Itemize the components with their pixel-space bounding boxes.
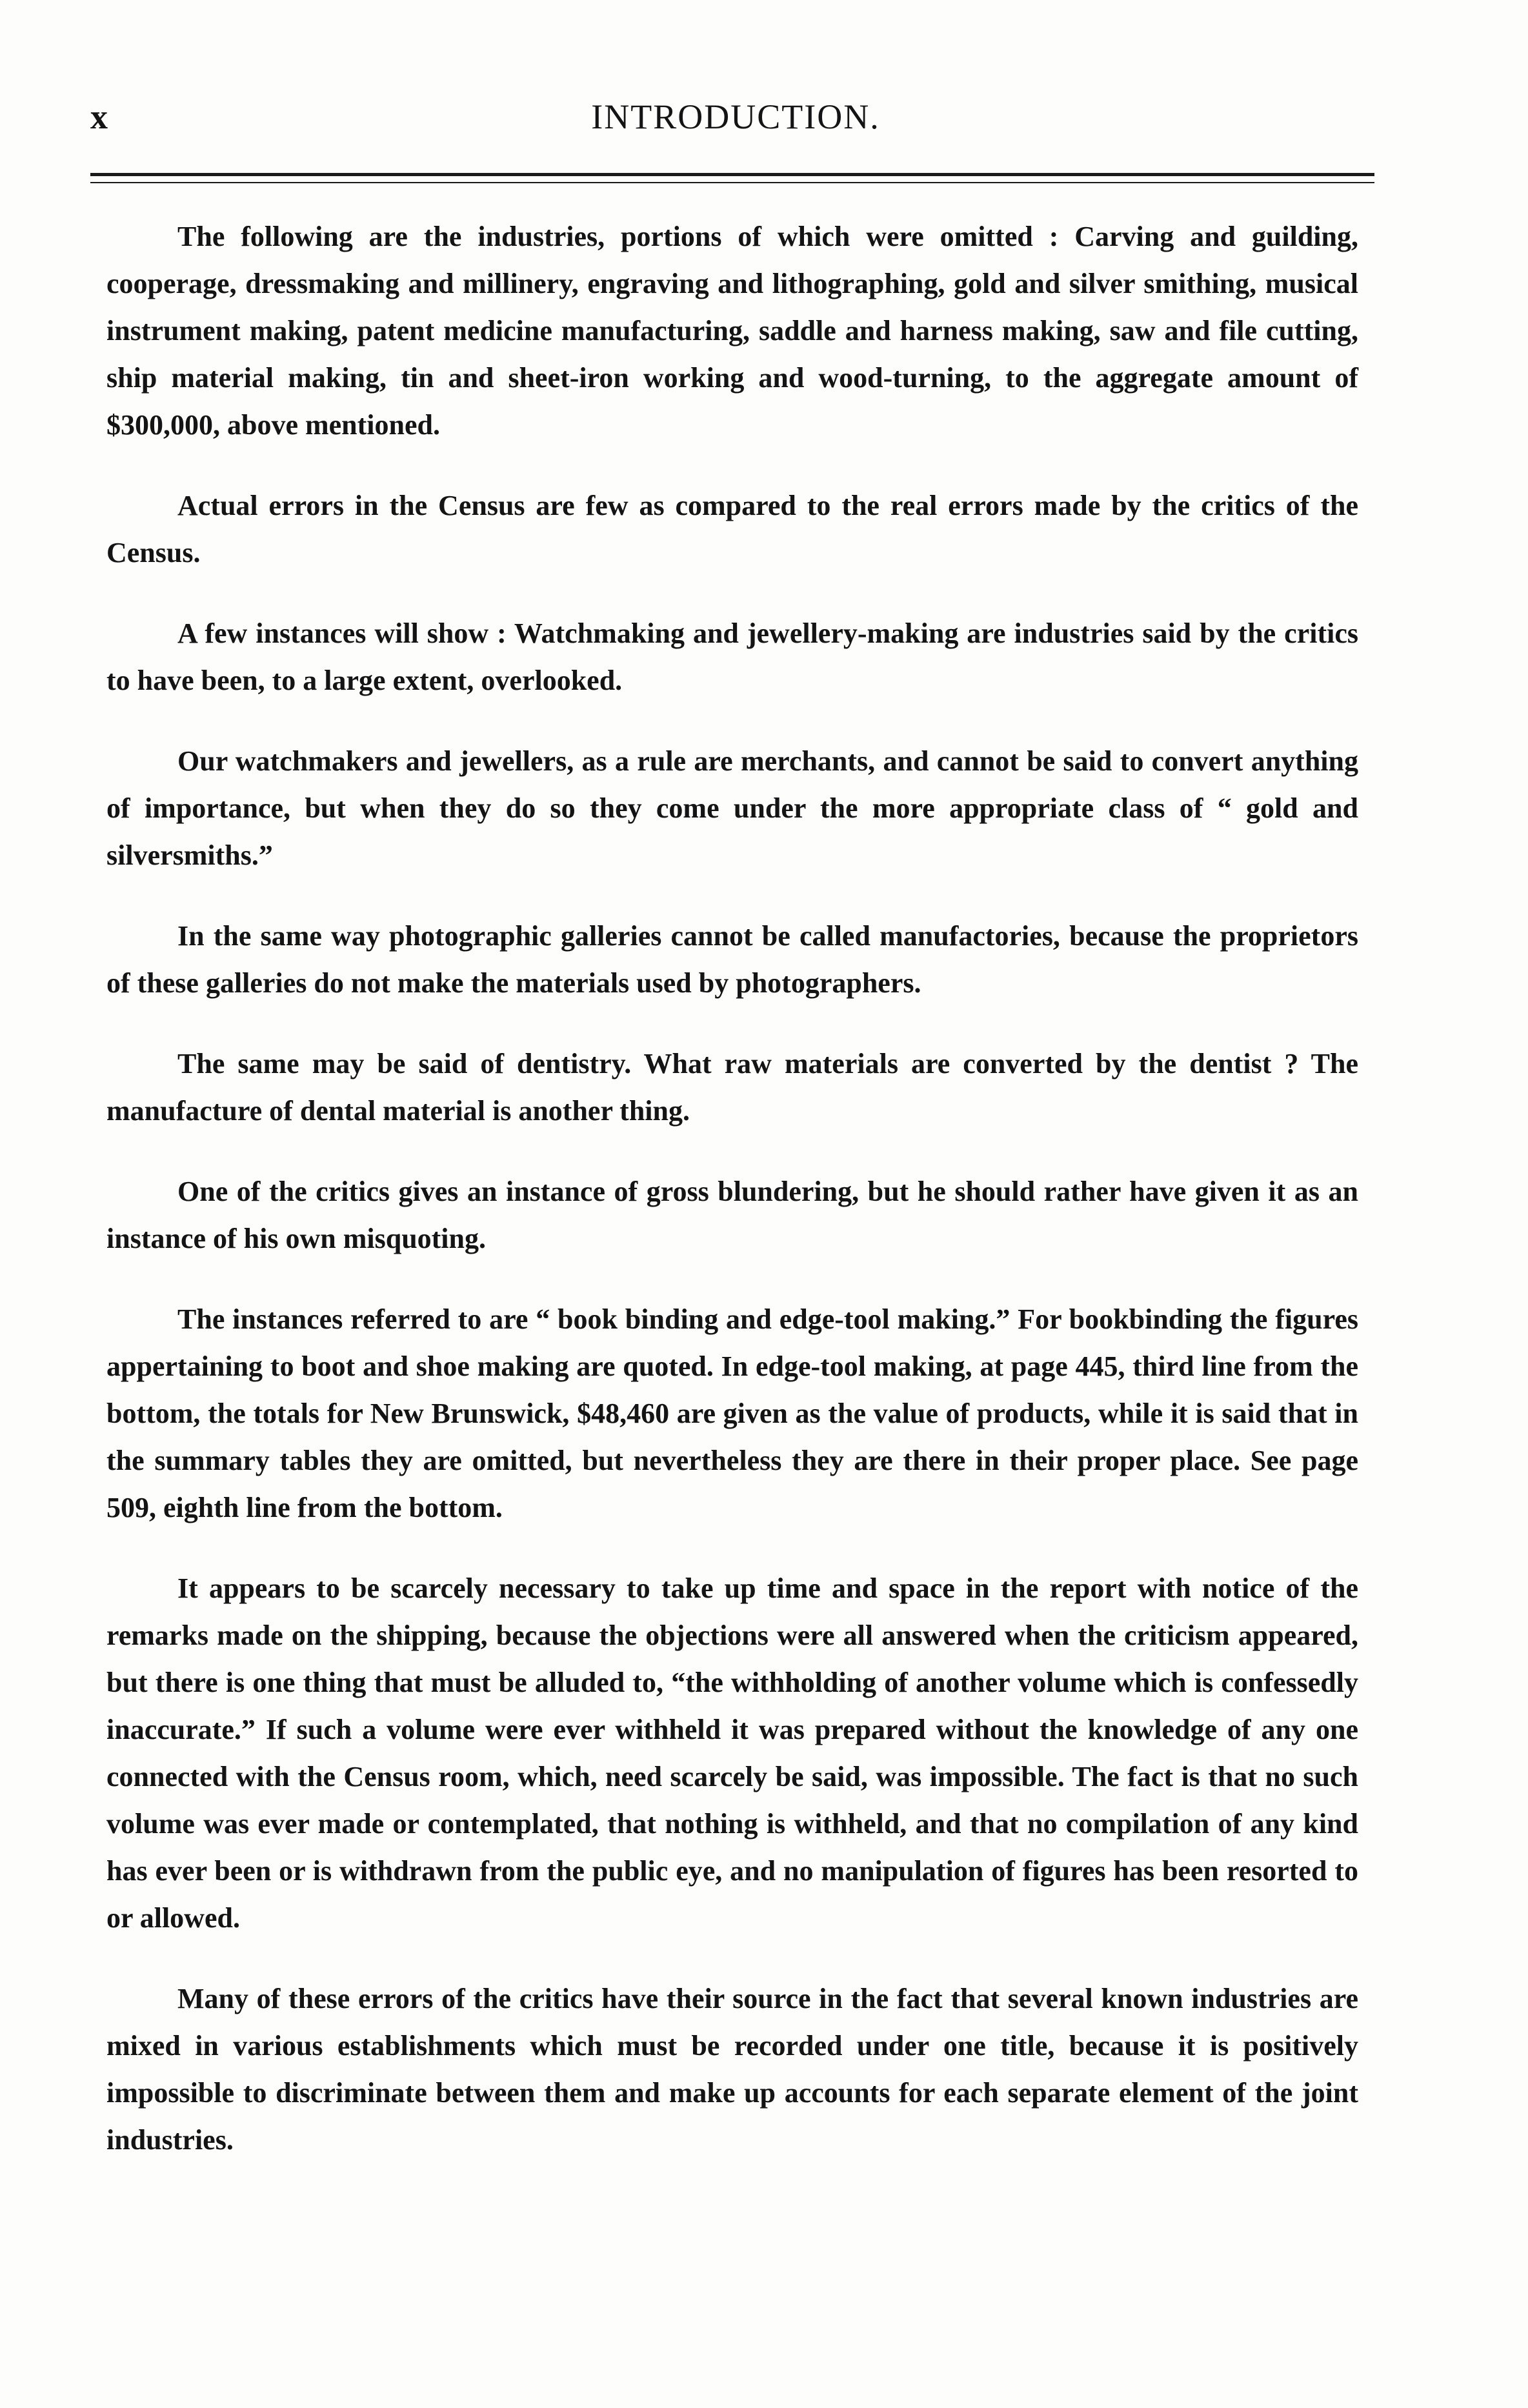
header-rule-thin bbox=[90, 182, 1374, 183]
running-head: INTRODUCTION. bbox=[591, 97, 880, 136]
paragraph-dentistry: The same may be said of dentistry. What raw materials are converted by the dentist ? The manufacture of dental material is another thing. bbox=[106, 1048, 1358, 1127]
paragraph-photographic-galleries: In the same way photographic galleries cannot be called manufactories, because the proprietors of these galleries do not make the materials used by photographers. bbox=[106, 920, 1358, 999]
paragraph-omitted-industries: The following are the industries, portions of which were omitted : Carving and guilding, cooperage, dressmaking and millinery, engraving and lithographing, gold and silver smithing, musical instrument making, patent medicine manufacturing, saddle and harness making, saw and file cutting, ship material making, tin and sheet-iron working and wood-turning, to the aggregate amount of $300,000, above mentioned. bbox=[106, 221, 1358, 441]
header-rule-thick bbox=[90, 173, 1374, 176]
page-number: x bbox=[90, 97, 109, 136]
paragraph-few-instances: A few instances will show : Watchmaking and jewellery-making are industries said by the critics to have been, to a large extent, overlooked. bbox=[106, 617, 1358, 696]
paragraph-shipping: It appears to be scarcely necessary to take up time and space in the report with notice of the remarks made on the shipping, because the objections were all answered when the criticism appeared, but there is one thing that must be alluded to, “the withholding of another volume which is confessedly inaccurate.” If such a volume were ever withheld it was prepared without the knowledge of any one connected with the Census room, which, need scarcely be said, was impossible. The fact is that no such volume was ever made or contemplated, that nothing is withheld, and that no compilation of any kind has ever been or is withdrawn from the public eye, and no manipulation of figures has been resorted to or allowed. bbox=[106, 1572, 1358, 1934]
body-text bbox=[106, 213, 1358, 2197]
paragraph-mixed-industries: Many of these errors of the critics have their source in the fact that several known industries are mixed in various establishments which must be recorded under one title, because it is positively impossible to discriminate between them and make up accounts for each separate element of the joint industries. bbox=[106, 1983, 1358, 2156]
page-header bbox=[90, 97, 1381, 148]
paragraph-watchmakers: Our watchmakers and jewellers, as a rule are merchants, and cannot be said to convert anything of importance, but when they do so they come under the more appropriate class of “ gold and silversmiths.” bbox=[106, 745, 1358, 871]
paragraph-misquoting: One of the critics gives an instance of gross blundering, but he should rather have given it as an instance of his own misquoting. bbox=[106, 1176, 1358, 1254]
paragraph-actual-errors: Actual errors in the Census are few as compared to the real errors made by the critics of the Census. bbox=[106, 490, 1358, 568]
paragraph-bookbinding: The instances referred to are “ book binding and edge-tool making.” For bookbinding the figures appertaining to boot and shoe making are quoted. In edge-tool making, at page 445, third line from the bottom, the totals for New Brunswick, $48,460 are given as the value of products, while it is said that in the summary tables they are omitted, but nevertheless they are there in their proper place. See page 509, eighth line from the bottom. bbox=[106, 1303, 1358, 1523]
